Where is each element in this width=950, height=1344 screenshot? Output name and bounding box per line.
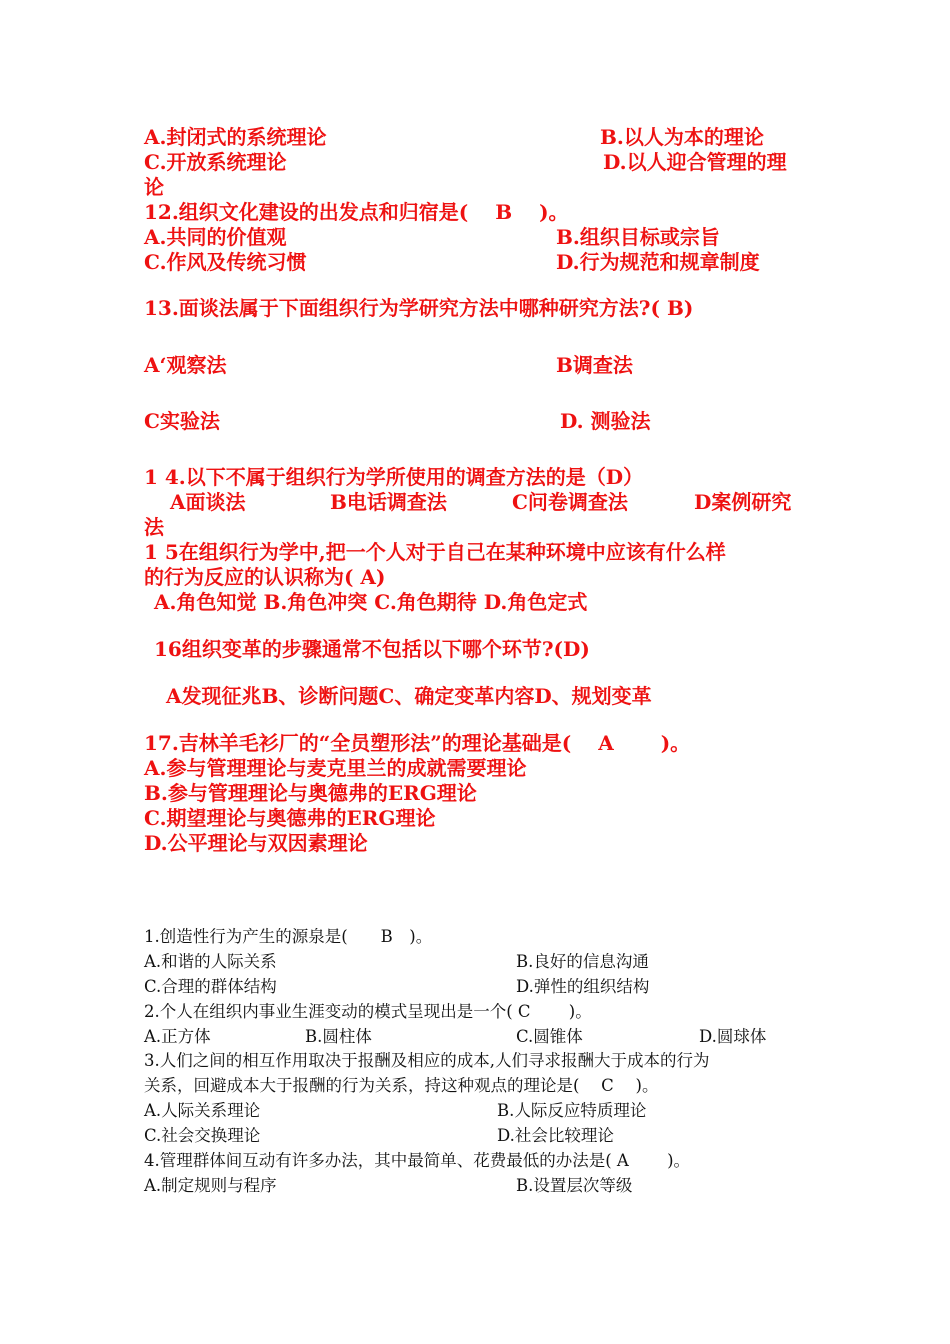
q3-option-a: A.人际关系理论 [144,1101,261,1120]
q11-option-d-wrap: 论 [144,175,164,199]
q13-option-b: B调查法 [556,353,633,377]
q13-option-a: A‘观察法 [144,353,227,377]
q3-option-d: D.社会比较理论 [497,1126,614,1145]
q12-option-c: C.作风及传统习惯 [144,250,307,274]
q3-option-c: C.社会交换理论 [144,1126,261,1145]
q12-stem: 12.组织文化建设的出发点和归宿是( B )。 [144,200,569,224]
q16-options: A发现征兆B、诊断问题C、确定变革内容D、规划变革 [166,684,652,708]
q14-option-a: A面谈法 [170,490,246,514]
q3-stem-line1: 3.人们之间的相互作用取决于报酬及相应的成本,人们寻求报酬大于成本的行为 [144,1051,710,1070]
q1-option-b: B.良好的信息沟通 [516,952,649,971]
q16-stem: 16组织变革的步骤通常不包括以下哪个环节?(D) [154,637,590,661]
q15-options: A.角色知觉 B.角色冲突 C.角色期待 D.角色定式 [154,590,588,614]
q2-option-d: D.圆球体 [699,1027,767,1046]
q12-option-b: B.组织目标或宗旨 [556,225,720,249]
q4-option-b: B.设置层次等级 [516,1176,633,1195]
q14-option-c: C问卷调查法 [512,490,628,514]
q17-option-d: D.公平理论与双因素理论 [144,831,368,855]
q12-option-d: D.行为规范和规章制度 [556,250,760,274]
q2-option-a: A.正方体 [144,1027,211,1046]
q15-stem-line2: 的行为反应的认识称为( A) [144,565,386,589]
q1-option-c: C.合理的群体结构 [144,977,277,996]
q17-option-b: B.参与管理理论与奥德弗的ERG理论 [144,781,477,805]
q14-option-d-wrap: 法 [144,515,164,539]
q14-option-b: B电话调查法 [330,490,447,514]
q1-option-d: D.弹性的组织结构 [516,977,650,996]
q15-stem-line1: 1 5在组织行为学中,把一个人对于自己在某种环境中应该有什么样 [144,540,726,564]
q17-option-a: A.参与管理理论与麦克里兰的成就需要理论 [144,756,527,780]
q13-stem: 13.面谈法属于下面组织行为学研究方法中哪种研究方法?( B) [144,296,694,320]
q3-option-b: B.人际反应特质理论 [497,1101,647,1120]
q13-option-c: C实验法 [144,409,220,433]
q1-stem: 1.创造性行为产生的源泉是( B )。 [144,927,433,946]
q11-option-b: B.以人为本的理论 [600,125,764,149]
q17-stem: 17.吉林羊毛衫厂的“全员塑形法”的理论基础是( A )。 [144,731,691,755]
q4-stem: 4.管理群体间互动有许多办法，其中最简单、花费最低的办法是( A )。 [144,1151,691,1170]
q11-option-c: C.开放系统理论 [144,150,287,174]
q12-option-a: A.共同的价值观 [144,225,287,249]
q11-option-d: D.以人迎合管理的理 [603,150,787,174]
q1-option-a: A.和谐的人际关系 [144,952,277,971]
q4-option-a: A.制定规则与程序 [144,1176,277,1195]
q17-option-c: C.期望理论与奥德弗的ERG理论 [144,806,436,830]
q13-option-d: D. 测验法 [560,409,651,433]
q11-option-a: A.封闭式的系统理论 [144,125,327,149]
q2-stem: 2.个人在组织内事业生涯变动的模式呈现出是一个( C )。 [144,1002,592,1021]
q2-option-b: B.圆柱体 [305,1027,372,1046]
q3-stem-line2: 关系，回避成本大于报酬的行为关系，持这种观点的理论是( C )。 [144,1076,659,1095]
q14-stem: 1 4.以下不属于组织行为学所使用的调查方法的是（D） [144,465,644,489]
q14-option-d: D案例研究 [694,490,792,514]
q2-option-c: C.圆锥体 [516,1027,583,1046]
